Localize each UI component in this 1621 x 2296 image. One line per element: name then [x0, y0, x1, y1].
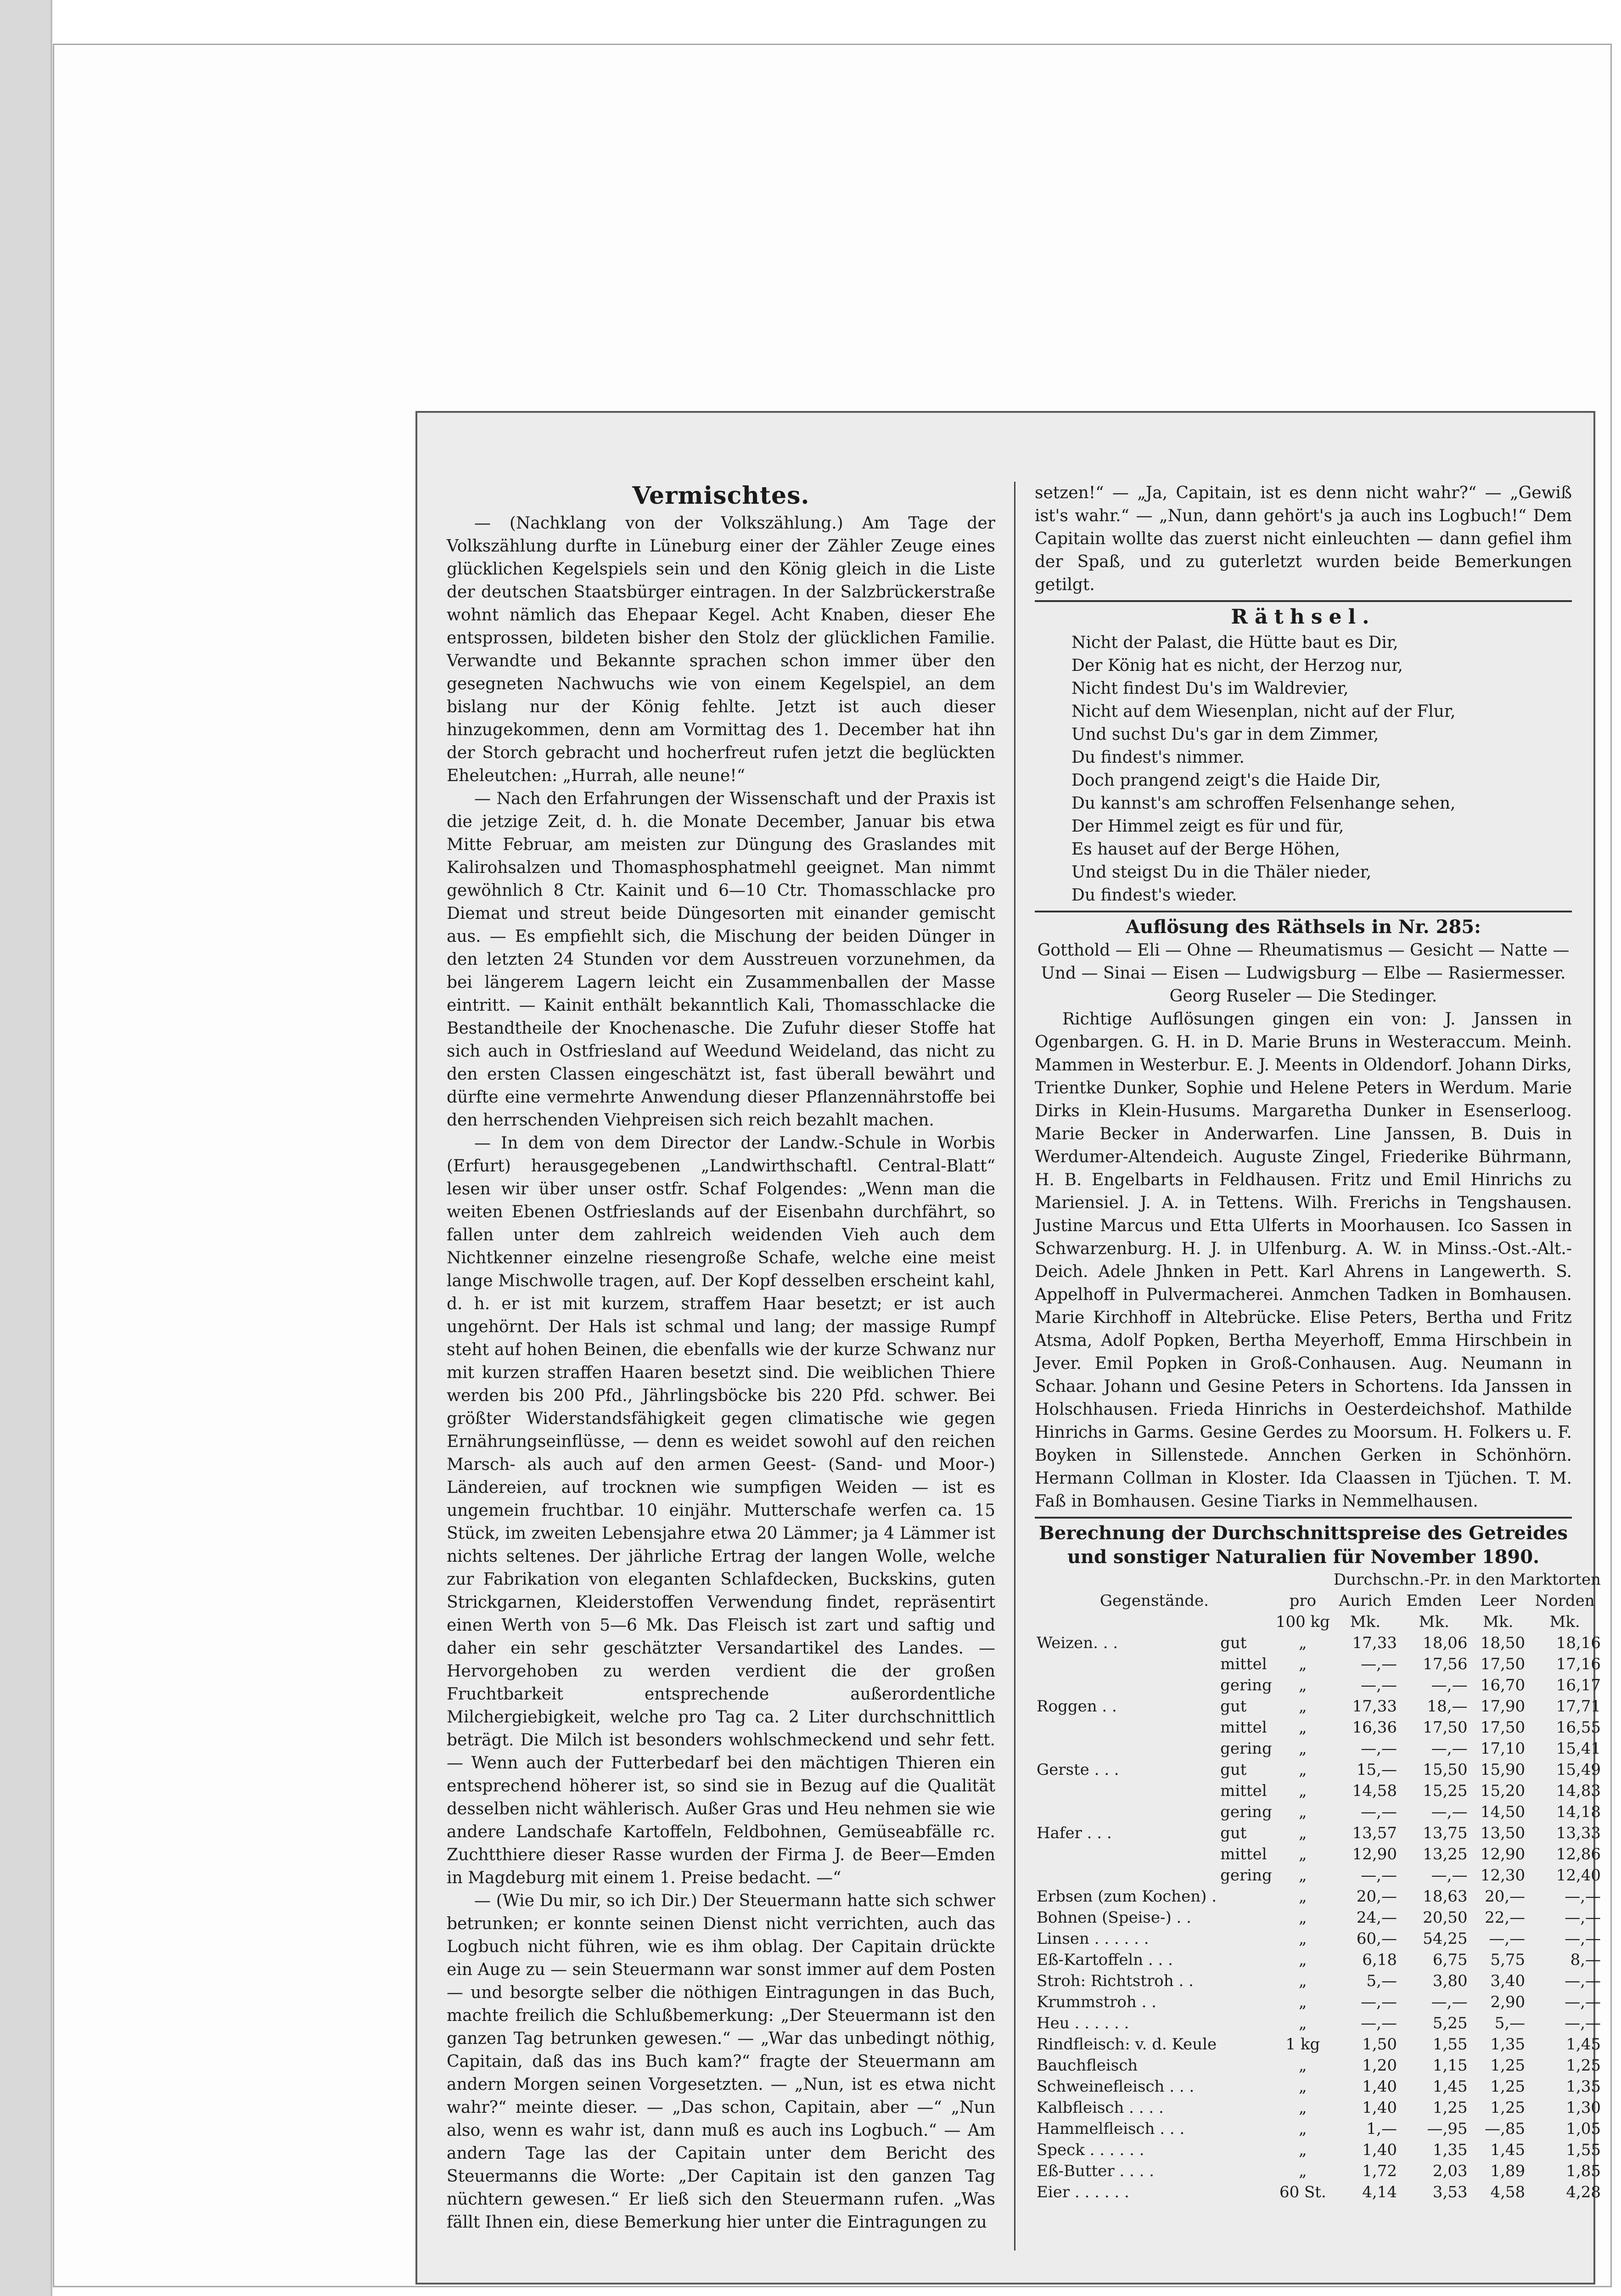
article-paragraph: — In dem von dem Director der Landw.-Schule in Worbis (Erfurt) herausgegebenen „Landwirthschaftl. Central-Blatt“ lesen wir über unser ostfr. Schaf Folgendes: „Wenn man die weiten Ebenen Ostfrieslands auf der Eisenbahn durchfährt, so fallen unter dem zahlreich weidenden Vieh auch dem Nichtkenner einzelne riesengroße Schafe, welche eine meist lange Mischwolle tragen, auf. Der Kopf desselben erscheint kahl, d. h. er ist mit kurzem, straffem Haar besetzt; er ist auch ungehörnt. Der Hals ist schmal und lang; der massige Rumpf steht auf hohen Beinen, die ebenfalls wie der kurze Schwanz nur mit kurzen straffen Haaren besetzt sind. Die weiblichen Thiere werden bis 200 Pfd., Jährlingsböcke bis 220 Pfd. schwer. Bei größter Widerstandsfähigkeit gegen climatische wie gegen Ernährungseinflüsse, — denn es weidet sowohl auf den reichen Marsch- als auch auf den armen Geest- (Sand- und Moor-) Ländereien, auf trocknen wie sumpfigen Weiden — ist es ungemein fruchtbar. 10 einjähr. Mutterschafe werfen ca. 15 Stück, im zweiten Lebensjahre etwa 20 Lämmer; ja 4 Lämmer ist nichts seltenes. Der jährliche Ertrag der langen Wolle, welche zur Fabrikation von eleganten Schlafdecken, Buckskins, guten Strickgarnen, Kleiderstoffen Verwendung findet, repräsentirt einen Werth von 5—6 Mk. Das Fleisch ist zart und saftig und daher ein sehr geschätzter Versandartikel des Landes. — Hervorgehoben zu werden verdient die der großen Fruchtbarkeit entsprechende außerordentliche Milchergiebigkeit, welche pro Tag ca. 2 Liter durchschnittlich beträgt. Die Milch ist besonders wohlschmeckend und sehr fett. — Wenn auch der Futterbedarf bei den mächtigen Thieren ein entsprechend höherer ist, so sind sie in Bezug auf die Qualität desselben nicht wählerisch. Außer Gras und Heu nehmen sie wie andere Landschafe Kartoffeln, Feldbohnen, Gemüseabfälle rc. Zuchtthiere dieser Rasse wurden der Firma J. de Beer—Emden in Magdeburg mit einem 1. Preise bedacht. —“ — [447, 1134, 995, 1887]
price-item — [1035, 1675, 1218, 1696]
price-emden: 15,50 — [1423, 1761, 1468, 1779]
price-norden: 18,16 — [1556, 1634, 1601, 1652]
price-norden: 15,41 — [1556, 1739, 1601, 1758]
price-header-per-unit: 100 kg — [1275, 1613, 1330, 1631]
price-leer: 2,90 — [1490, 1993, 1526, 2011]
price-row — [1035, 2182, 1603, 2203]
price-norden: 1,05 — [1566, 2120, 1601, 2138]
price-leer: 20,— — [1485, 1887, 1526, 1906]
price-unit: „ — [1299, 2014, 1307, 2032]
price-aurich: 17,33 — [1352, 1634, 1397, 1652]
price-aurich: 16,36 — [1352, 1718, 1397, 1737]
price-header-mk: Mk. — [1350, 1613, 1381, 1631]
price-emden: 2,03 — [1432, 2162, 1468, 2180]
riddle-line: Du kannst's am schroffen Felsenhange sehen, — [1071, 794, 1456, 813]
price-aurich: —,— — [1361, 1655, 1397, 1673]
price-norden: —,— — [1565, 1908, 1601, 1927]
price-unit: „ — [1299, 2120, 1307, 2138]
price-leer: 16,70 — [1480, 1676, 1526, 1694]
price-grade: gut — [1220, 1697, 1247, 1716]
riddle-line: Du findest's wieder. — [1071, 886, 1237, 905]
price-row — [1035, 1801, 1603, 1823]
price-row — [1035, 2034, 1603, 2055]
price-norden: —,— — [1565, 1930, 1601, 1948]
price-aurich: 15,— — [1356, 1761, 1397, 1779]
price-emden: 17,56 — [1423, 1655, 1468, 1673]
price-aurich: 1,40 — [1362, 2141, 1397, 2159]
price-emden: 15,25 — [1423, 1782, 1468, 1800]
price-unit: „ — [1299, 1803, 1307, 1821]
price-norden: 1,85 — [1566, 2162, 1601, 2180]
riddle-line: Der Himmel zeigt es für und für, — [1071, 817, 1344, 836]
price-header-emden: Emden — [1406, 1592, 1462, 1610]
riddle-line: Der König hat es nicht, der Herzog nur, — [1071, 656, 1403, 675]
price-norden: 14,83 — [1556, 1782, 1601, 1800]
price-grade: gut — [1220, 1761, 1247, 1779]
price-item: Gerste . . . — [1037, 1761, 1119, 1779]
price-unit: „ — [1299, 1782, 1307, 1800]
price-header-leer: Leer — [1480, 1592, 1516, 1610]
solver-list: Richtige Auflösungen gingen ein von: J. Janssen in Ogenbargen. G. H. in D. Marie Bruns in Westeraccum. Meinh. Mammen in Westerbur. E. J. Meents in Oldendorf. Johann Dirks, Trientke Dunker, Sophie und Helene Peters in Werdum. Marie Dirks in Klein-Husums. Margaretha Dunker in Esenserloog. Marie Becker in Anderwarfen. Line Janssen, B. Duis in Werdumer-Altendeich. Auguste Zingel, Friederike Bührmann, H. B. Engelbarts in Feldhausen. Fritz und Emil Hinrichs zu Mariensiel. J. A. in Tettens. Wilh. Frerichs in Tengshausen. Justine Marcus und Etta Ulferts in Moorhausen. Ico Sassen in Schwarzenburg. H. J. in Ulfenburg. A. W. in Minss.-Ost.-Alt.-Deich. Adele Jhnken in Pett. Karl Ahrens in Langewerth. S. Appelhoff in Pulvermacherei. Anmchen Tadken in Bomhausen. Marie Kirchhoff in Altebrücke. Elise Peters, Bertha und Fritz Atsma, Adolf Popken, Bertha Meyerhoff, Emma Hirschbein in Jever. Emil Popken in Groß-Conhausen. Aug. Neumann in Schaar. Johann und Gesine Peters in Schortens. Ida Janssen in Holschhausen. Frieda Hinrichs in Oesterdeichshof. Mathilde Hinrichs in Garms. Gesine Gerdes zu Moorsum. H. Folkers u. F. Boyken in Sillenstede. Annchen Gerken in Schönhörn. Hermann Collman in Kloster. Ida Claassen in Tjüchen. T. M. Faß in Bomhausen. Gesine Tiarks in Nemmelhausen. — [1035, 1010, 1572, 1511]
rule — [1035, 600, 1572, 602]
price-row — [1035, 1696, 1603, 1717]
price-emden: 18,— — [1427, 1697, 1468, 1716]
price-leer: 4,58 — [1490, 2183, 1526, 2201]
price-table — [1035, 1569, 1603, 2203]
price-item: Weizen. . . — [1037, 1634, 1118, 1652]
price-norden: —,— — [1565, 2014, 1601, 2032]
price-leer: 1,35 — [1490, 2035, 1526, 2054]
price-table-title-2: und sonstiger Naturalien für November 1890. — [1067, 1546, 1540, 1568]
price-aurich: 1,50 — [1362, 2035, 1397, 2054]
price-emden: 17,50 — [1423, 1718, 1468, 1737]
price-emden: —,95 — [1427, 2120, 1468, 2138]
price-emden: 18,06 — [1423, 1634, 1468, 1652]
left-paragraphs — [447, 512, 995, 2234]
price-aurich: 6,18 — [1362, 1951, 1397, 1969]
price-grade — [1218, 2076, 1274, 2097]
price-norden: —,— — [1565, 1972, 1601, 1990]
price-item — [1035, 1738, 1218, 1759]
price-unit: 60 St. — [1279, 2183, 1326, 2201]
price-aurich: —,— — [1361, 1739, 1397, 1758]
price-row — [1035, 1654, 1603, 1675]
price-emden: 1,25 — [1432, 2099, 1468, 2117]
price-row — [1035, 1717, 1603, 1738]
price-item: Bauchfleisch — [1037, 2056, 1138, 2075]
price-aurich: 12,90 — [1352, 1845, 1397, 1863]
section-title-vermischtes: Vermischtes. — [632, 482, 810, 510]
price-norden: 13,33 — [1556, 1824, 1601, 1842]
price-grade: gering — [1220, 1866, 1272, 1885]
price-norden: 8,— — [1570, 1951, 1601, 1969]
price-leer: 1,25 — [1490, 2099, 1526, 2117]
price-item — [1035, 1717, 1218, 1738]
price-unit: „ — [1299, 2077, 1307, 2096]
price-unit: 1 kg — [1285, 2035, 1320, 2054]
price-emden: 1,55 — [1432, 2035, 1468, 2054]
price-item: Hafer . . . — [1037, 1824, 1112, 1842]
story-continuation: setzen!“ — „Ja, Capitain, ist es denn nicht wahr?“ — „Gewiß ist's wahr.“ — „Nun, dann gehört's ja auch ins Logbuch!“ Dem Capitain wollte das zuerst nicht einleuchten — dann gefiel ihm der Spaß, und zu guterletzt wurden beide Bemerkungen getilgt. — [1035, 484, 1572, 594]
price-row — [1035, 2118, 1603, 2139]
price-unit: „ — [1299, 1739, 1307, 1758]
price-header-aurich: Aurich — [1339, 1592, 1392, 1610]
riddle-title: Räthsel. — [1231, 605, 1376, 629]
price-emden: 3,53 — [1432, 2183, 1468, 2201]
price-row — [1035, 1823, 1603, 1844]
price-emden: —,— — [1431, 1803, 1468, 1821]
price-row — [1035, 2013, 1603, 2034]
price-item: Hammelfleisch . . . — [1037, 2120, 1185, 2138]
price-grade: mittel — [1220, 1655, 1267, 1673]
price-aurich: 1,20 — [1362, 2056, 1397, 2075]
price-leer: 17,50 — [1480, 1718, 1526, 1737]
price-unit: „ — [1299, 1930, 1307, 1948]
price-unit: „ — [1299, 1655, 1307, 1673]
price-unit: „ — [1299, 1676, 1307, 1694]
price-row — [1035, 1928, 1603, 1949]
price-grade: mittel — [1220, 1718, 1267, 1737]
price-unit: „ — [1299, 1993, 1307, 2011]
price-unit: „ — [1299, 1951, 1307, 1969]
price-unit: „ — [1299, 2162, 1307, 2180]
price-leer: 15,20 — [1480, 1782, 1526, 1800]
price-grade — [1218, 1907, 1274, 1928]
price-grade — [1218, 2182, 1274, 2203]
price-grade: gering — [1220, 1676, 1272, 1694]
price-item: Kalbfleisch . . . . — [1037, 2099, 1164, 2117]
price-unit: „ — [1299, 2141, 1307, 2159]
price-row — [1035, 1865, 1603, 1886]
price-grade — [1218, 2097, 1274, 2118]
price-unit: „ — [1299, 1697, 1307, 1716]
price-leer: 1,25 — [1490, 2077, 1526, 2096]
price-emden: 13,25 — [1423, 1845, 1468, 1863]
price-leer: —,85 — [1485, 2120, 1526, 2138]
article-paragraph: — (Nachklang von der Volkszählung.) Am Tage der Volkszählung durfte in Lüneburg einer der Zähler Zeuge eines glücklichen Kegelspiels sein und den König gleich in die Liste der deutschen Staatsbürger eintragen. In der Salzbrückerstraße wohnt nämlich das Ehepaar Kegel. Acht Knaben, dieser Ehe entsprossen, bildeten bisher den Stolz der glücklichen Familie. Verwandte und Bekannte sprachen schon immer über den gesegneten Nachwuchs wie von einem Kegelspiel, an dem bislang nur der König fehlte. Jetzt ist auch dieser hinzugekommen, denn am Vormittag des 1. December hat ihn der Storch gebracht und hocherfreut rufen jetzt die beglückten Eheleutchen: „Hurrah, alle neune!“ — [447, 514, 995, 785]
price-emden: —,— — [1431, 1676, 1468, 1694]
price-aurich: 13,57 — [1352, 1824, 1397, 1842]
price-aurich: —,— — [1361, 1866, 1397, 1885]
price-grade: mittel — [1220, 1782, 1267, 1800]
price-grade: mittel — [1220, 1845, 1267, 1863]
price-item: Krummstroh . . — [1037, 1993, 1156, 2011]
price-item: Bohnen (Speise-) . . — [1037, 1908, 1191, 1927]
price-leer: 12,30 — [1480, 1866, 1526, 1885]
price-unit: „ — [1299, 1972, 1307, 1990]
price-aurich: 1,40 — [1362, 2077, 1397, 2096]
price-leer: 12,90 — [1480, 1845, 1526, 1863]
price-emden: 1,45 — [1432, 2077, 1468, 2096]
price-row — [1035, 2139, 1603, 2161]
price-unit: „ — [1299, 1866, 1307, 1885]
price-emden: 13,75 — [1423, 1824, 1468, 1842]
price-grade — [1218, 2055, 1274, 2076]
newspaper-clipping — [415, 411, 1601, 2285]
riddle-line: Nicht auf dem Wiesenplan, nicht auf der Flur, — [1071, 702, 1456, 721]
price-grade: gering — [1220, 1739, 1272, 1758]
price-row — [1035, 1738, 1603, 1759]
price-leer: 17,90 — [1480, 1697, 1526, 1716]
price-table-title-1: Berechnung der Durchschnittspreise des Getreides — [1039, 1522, 1568, 1544]
price-norden: 16,55 — [1556, 1718, 1601, 1737]
price-leer: 1,25 — [1490, 2056, 1526, 2075]
price-grade — [1218, 2161, 1274, 2182]
price-emden: 1,15 — [1432, 2056, 1468, 2075]
solution-answer: Georg Ruseler — Die Stedinger. — [1169, 987, 1437, 1006]
riddle-line: Und steigst Du in die Thäler nieder, — [1071, 863, 1372, 882]
price-item: Linsen . . . . . . — [1037, 1930, 1149, 1948]
price-leer: 13,50 — [1480, 1824, 1526, 1842]
price-row — [1035, 1632, 1603, 1654]
price-emden: 3,80 — [1432, 1972, 1468, 1990]
price-row — [1035, 1970, 1603, 1992]
price-grade — [1218, 1886, 1274, 1907]
price-norden: 14,18 — [1556, 1803, 1601, 1821]
price-grade: gering — [1220, 1803, 1272, 1821]
price-aurich: 14,58 — [1352, 1782, 1397, 1800]
price-leer: 5,75 — [1490, 1951, 1526, 1969]
price-aurich: 1,— — [1366, 2120, 1397, 2138]
price-item: Eß-Kartoffeln . . . — [1037, 1951, 1173, 1969]
price-leer: 5,— — [1494, 2014, 1526, 2032]
price-item — [1035, 1844, 1218, 1865]
price-norden: 15,49 — [1556, 1761, 1601, 1779]
price-grade: gut — [1220, 1634, 1247, 1652]
price-grade: gut — [1220, 1824, 1247, 1842]
price-leer: 22,— — [1485, 1908, 1526, 1927]
price-leer: 17,10 — [1480, 1739, 1526, 1758]
price-grade — [1218, 2118, 1274, 2139]
price-leer: 1,89 — [1490, 2162, 1526, 2180]
price-emden: 5,25 — [1432, 2014, 1468, 2032]
price-norden: 1,35 — [1566, 2077, 1601, 2096]
price-header-norden: Norden — [1535, 1592, 1595, 1610]
riddle-line: Doch prangend zeigt's die Haide Dir, — [1071, 771, 1381, 790]
price-leer: 18,50 — [1480, 1634, 1526, 1652]
column-divider — [1014, 482, 1015, 2251]
price-item — [1035, 1865, 1218, 1886]
price-item: Rindfleisch: v. d. Keule — [1037, 2035, 1217, 2054]
price-row — [1035, 1675, 1603, 1696]
price-row — [1035, 1759, 1603, 1780]
price-unit: „ — [1299, 1824, 1307, 1842]
price-grade — [1218, 2013, 1274, 2034]
price-aurich: —,— — [1361, 1803, 1397, 1821]
price-item: Heu . . . . . . — [1037, 2014, 1129, 2032]
price-row — [1035, 1949, 1603, 1970]
price-unit: „ — [1299, 1761, 1307, 1779]
price-row — [1035, 1992, 1603, 2013]
price-row — [1035, 2076, 1603, 2097]
price-header-mk: Mk. — [1549, 1613, 1580, 1631]
price-grade — [1218, 1949, 1274, 1970]
price-aurich: 20,— — [1356, 1887, 1397, 1906]
price-leer: 14,50 — [1480, 1803, 1526, 1821]
left-column — [447, 482, 995, 2255]
price-unit: „ — [1299, 2099, 1307, 2117]
price-row — [1035, 1886, 1603, 1907]
price-row — [1035, 1907, 1603, 1928]
price-norden: 12,40 — [1556, 1866, 1601, 1885]
price-norden: 17,16 — [1556, 1655, 1601, 1673]
riddle-line: Nicht findest Du's im Waldrevier, — [1071, 679, 1349, 698]
scan-margin-strip — [0, 0, 52, 2296]
price-norden: 1,25 — [1566, 2056, 1601, 2075]
price-row — [1035, 2055, 1603, 2076]
price-aurich: 17,33 — [1352, 1697, 1397, 1716]
price-unit: „ — [1299, 1908, 1307, 1927]
riddle-poem — [1035, 631, 1572, 907]
price-row — [1035, 1844, 1603, 1865]
price-emden: —,— — [1431, 1993, 1468, 2011]
price-item: Eß-Butter . . . . — [1037, 2162, 1155, 2180]
price-unit: „ — [1299, 1634, 1307, 1652]
price-grade — [1218, 1992, 1274, 2013]
price-item: Eier . . . . . . — [1037, 2183, 1129, 2201]
price-norden: —,— — [1565, 1887, 1601, 1906]
price-row — [1035, 2161, 1603, 2182]
price-emden: 1,35 — [1432, 2141, 1468, 2159]
price-grade — [1218, 2139, 1274, 2161]
price-emden: —,— — [1431, 1739, 1468, 1758]
article-paragraph: — Nach den Erfahrungen der Wissenschaft und der Praxis ist die jetzige Zeit, d. h. die Monate December, Januar bis etwa Mitte Februar, am meisten zur Düngung des Graslandes mit Kalirohsalzen und Thomasphosphatmehl geeignet. Man nimmt gewöhnlich 8 Ctr. Kainit und 6—10 Ctr. Thomasschlacke pro Diemat und streut beide Düngesorten mit einander gemischt aus. — Es empfiehlt sich, die Mischung der beiden Dünger in den letzten 24 Stunden vor dem Ausstreuen vorzunehmen, da bei längerem Lagern leicht ein Zusammenballen der Masse eintritt. — Kainit enthält bekanntlich Kali, Thomasschlacke die Bestandtheile der Knochenasche. Die Zufuhr dieser Stoffe hat sich auch in Ostfriesland auf Weedund Weideland, das nicht zu den ersten Classen eingeschätzt ist, fast überall bewährt und dürfte eine vermehrte Anwendung dieser Pflanzennährstoffe bei den herrschenden Viehpreisen sich reich bezahlt machen. — [447, 789, 995, 1130]
price-aurich: 24,— — [1356, 1908, 1397, 1927]
price-grade — [1218, 1928, 1274, 1949]
price-leer: 15,90 — [1480, 1761, 1526, 1779]
rule — [1035, 1517, 1572, 1519]
price-item — [1035, 1780, 1218, 1801]
price-unit: „ — [1299, 1845, 1307, 1863]
price-norden: 1,55 — [1566, 2141, 1601, 2159]
price-item: Roggen . . — [1037, 1697, 1117, 1716]
price-item: Schweinefleisch . . . — [1037, 2077, 1195, 2096]
price-norden: 4,28 — [1566, 2183, 1601, 2201]
price-row — [1035, 1780, 1603, 1801]
price-leer: 17,50 — [1480, 1655, 1526, 1673]
price-item: Stroh: Richtstroh . . — [1037, 1972, 1194, 1990]
price-emden: 18,63 — [1423, 1887, 1468, 1906]
price-norden: 17,71 — [1556, 1697, 1601, 1716]
price-norden: 1,30 — [1566, 2099, 1601, 2117]
price-aurich: 5,— — [1366, 1972, 1397, 1990]
price-item — [1035, 1654, 1218, 1675]
riddle-line: Nicht der Palast, die Hütte baut es Dir, — [1071, 633, 1398, 652]
price-header-group: Durchschn.-Pr. in den Marktorten — [1333, 1570, 1601, 1589]
price-norden: —,— — [1565, 1993, 1601, 2011]
price-leer: —,— — [1489, 1930, 1526, 1948]
price-emden: 20,50 — [1423, 1908, 1468, 1927]
price-header-mk: Mk. — [1483, 1613, 1514, 1631]
price-aurich: 1,72 — [1362, 2162, 1397, 2180]
article-paragraph: — (Wie Du mir, so ich Dir.) Der Steuermann hatte sich schwer betrunken; er konnte seinen Dienst nicht verrichten, auch das Logbuch nicht führen, wie es ihm oblag. Der Capitain drückte ein Auge zu — sein Steuermann war sonst immer auf dem Posten — und besorgte selber die nöthigen Eintragungen in das Buch, machte freilich die Schlußbemerkung: „Der Steuermann ist den ganzen Tag betrunken gewesen.“ — „War das unbedingt nöthig, Capitain, daß das ins Buch kam?“ fragte der Steuermann am andern Morgen seinen Vorgesetzten. — „Nun, ist es etwa nicht wahr?“ meinte dieser. — „Das schon, Capitain, aber —“ „Nun also, wenn es wahr ist, dann muß es auch ins Logbuch.“ — Am andern Tage las der Capitain unter dem Bericht des Steuermanns die Worte: „Der Capitain ist den ganzen Tag nüchtern gewesen.“ Er ließ sich den Steuermann rufen. „Was fällt Ihnen ein, diese Bemerkung hier unter die Eintragungen zu — [447, 1891, 995, 2232]
price-unit: „ — [1299, 1718, 1307, 1737]
price-aurich: —,— — [1361, 2014, 1397, 2032]
price-norden: 16,17 — [1556, 1676, 1601, 1694]
price-aurich: 4,14 — [1362, 2183, 1397, 2201]
price-leer: 1,45 — [1490, 2141, 1526, 2159]
price-item: Erbsen (zum Kochen) . — [1037, 1887, 1217, 1906]
right-column — [1035, 482, 1601, 2255]
price-norden: 1,45 — [1566, 2035, 1601, 2054]
price-row — [1035, 2097, 1603, 2118]
rule — [1035, 911, 1572, 912]
price-item: Speck . . . . . . — [1037, 2141, 1144, 2159]
price-grade — [1218, 1970, 1274, 1992]
price-emden: 6,75 — [1432, 1951, 1468, 1969]
price-emden: 54,25 — [1423, 1930, 1468, 1948]
price-grade — [1218, 2034, 1274, 2055]
price-unit: „ — [1299, 1887, 1307, 1906]
price-unit: „ — [1299, 2056, 1307, 2075]
price-emden: —,— — [1431, 1866, 1468, 1885]
riddle-line: Du findest's nimmer. — [1071, 748, 1245, 767]
price-table-body — [1035, 1632, 1603, 2203]
price-aurich: 60,— — [1356, 1930, 1397, 1948]
riddle-line: Und suchst Du's gar in dem Zimmer, — [1071, 725, 1379, 744]
riddle-line: Es hauset auf der Berge Höhen, — [1071, 840, 1341, 859]
price-aurich: —,— — [1361, 1676, 1397, 1694]
price-leer: 3,40 — [1490, 1972, 1526, 1990]
price-item — [1035, 1801, 1218, 1823]
price-header-item: Gegenstände. — [1099, 1592, 1209, 1610]
solution-title: Auflösung des Räthsels in Nr. 285: — [1126, 916, 1481, 938]
solution-words: Gotthold — Eli — Ohne — Rheumatismus — Gesicht — Natte — Und — Sinai — Eisen — Ludwigsburg — Elbe — Rasiermesser. — [1037, 941, 1570, 983]
price-header-mk: Mk. — [1419, 1613, 1449, 1631]
price-aurich: 1,40 — [1362, 2099, 1397, 2117]
price-aurich: —,— — [1361, 1993, 1397, 2011]
price-norden: 12,86 — [1556, 1845, 1601, 1863]
price-header-per: pro — [1289, 1592, 1317, 1610]
